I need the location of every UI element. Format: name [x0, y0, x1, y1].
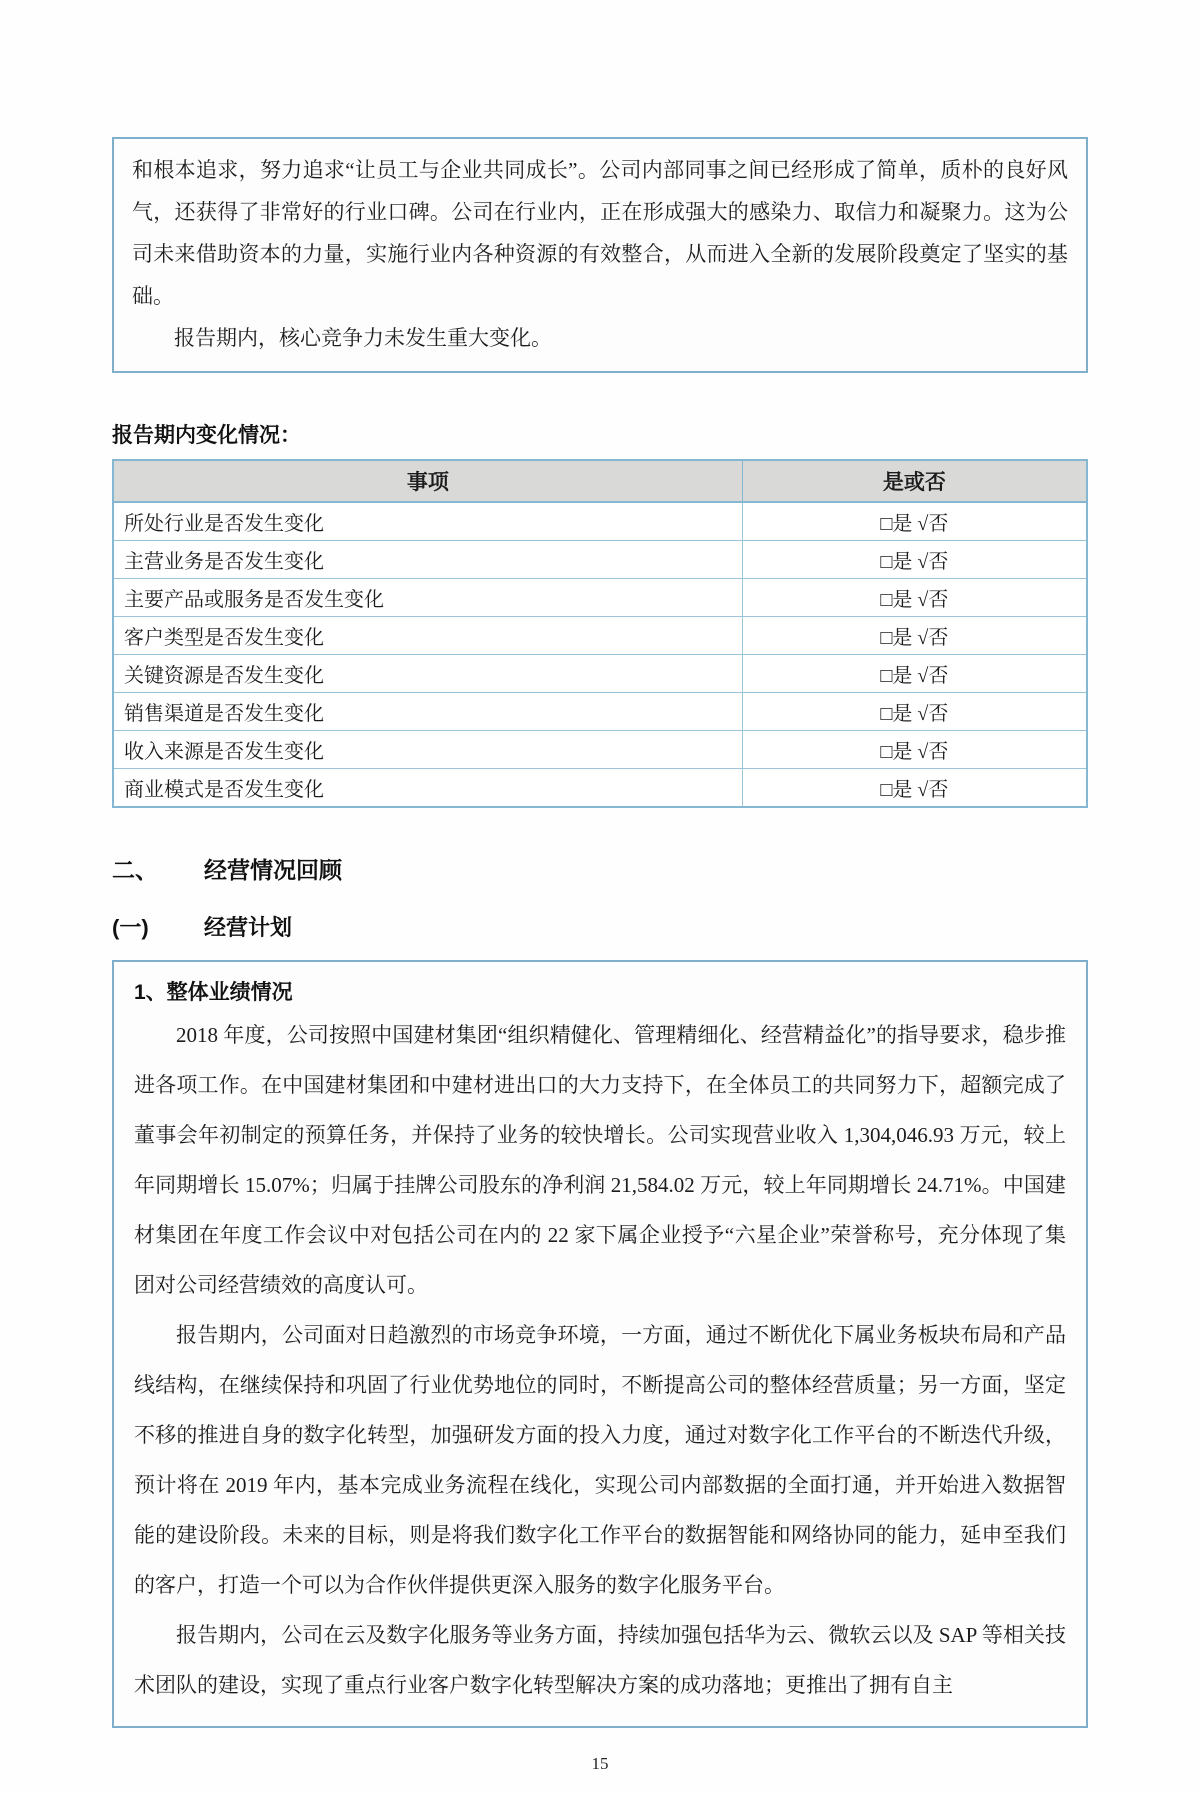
section-number: 二、 — [112, 857, 158, 883]
table-header-row — [113, 460, 1087, 502]
page-number: 15 — [591, 1754, 609, 1773]
performance-paragraph: 报告期内，公司在云及数字化服务等业务方面，持续加强包括华为云、微软云以及 SAP 等相关技术团队的建设，实现了重点行业客户数字化转型解决方案的成功落地；更推出了拥有自主 — [134, 1623, 1066, 1697]
row-answer: □是 √否 — [742, 693, 1087, 731]
table-row — [113, 502, 1087, 541]
row-item: 销售渠道是否发生变化 — [113, 693, 742, 731]
subsection-label: 经营计划 — [204, 915, 293, 940]
table-row — [113, 693, 1087, 731]
changes-table — [112, 459, 1088, 808]
row-answer: □是 √否 — [742, 579, 1087, 617]
section-title-review — [112, 852, 1088, 885]
overall-performance-box — [112, 960, 1088, 1728]
row-answer: □是 √否 — [742, 617, 1087, 655]
intro-paragraph: 报告期内，核心竞争力未发生重大变化。 — [174, 326, 552, 350]
performance-paragraph: 报告期内，公司面对日趋激烈的市场竞争环境，一方面，通过不断优化下属业务板块布局和产品线结构，在继续保持和巩固了行业优势地位的同时，不断提高公司的整体经营质量；另一方面，坚定不移的推进自身的数字化转型，加强研发方面的投入力度，通过对数字化工作平台的不断迭代升级，预计将在 2019 年内，基本完成业务流程在线化，实现公司内部数据的全面打通，并开始进入数据智能的建设阶段。未来的目标，则是将我们数字化工作平台的数据智能和网络协同的能力，延申至我们的客户，打造一个可以为合作伙伴提供更深入服务的数字化服务平台。 — [134, 1323, 1066, 1597]
row-answer: □是 √否 — [742, 655, 1087, 693]
row-answer: □是 √否 — [742, 769, 1087, 808]
subsection-title-plan — [112, 911, 1088, 942]
performance-paragraph: 2018 年度，公司按照中国建材集团“组织精健化、管理精细化、经营精益化”的指导要求，稳步推进各项工作。在中国建材集团和中建材进出口的大力支持下，在全体员工的共同努力下，超额完成了董事会年初制定的预算任务，并保持了业务的较快增长。公司实现营业收入 1,304,046.93 万元，较上年同期增长 15.07%；归属于挂牌公司股东的净利润 21,584.02 万元，较上年同期增长 24.71%。中国建材集团在年度工作会议中对包括公司在内的 22 家下属企业授予“六星企业”荣誉称号，充分体现了集团对公司经营绩效的高度认可。 — [134, 1023, 1066, 1297]
table-row — [113, 769, 1087, 808]
table-header-item: 事项 — [113, 460, 742, 502]
table-row — [113, 541, 1087, 579]
row-item: 收入来源是否发生变化 — [113, 731, 742, 769]
row-item: 客户类型是否发生变化 — [113, 617, 742, 655]
row-item: 主营业务是否发生变化 — [113, 541, 742, 579]
row-item: 商业模式是否发生变化 — [113, 769, 742, 808]
performance-heading: 1、整体业绩情况 — [134, 981, 293, 1004]
section-label: 经营情况回顾 — [204, 857, 342, 883]
row-answer: □是 √否 — [742, 502, 1087, 541]
row-item: 关键资源是否发生变化 — [113, 655, 742, 693]
table-row — [113, 731, 1087, 769]
row-answer: □是 √否 — [742, 731, 1087, 769]
changes-heading: 报告期内变化情况： — [112, 424, 301, 447]
table-row — [113, 655, 1087, 693]
table-header-answer: 是或否 — [742, 460, 1087, 502]
row-answer: □是 √否 — [742, 541, 1087, 579]
table-row — [113, 617, 1087, 655]
intro-paragraph: 和根本追求，努力追求“让员工与企业共同成长”。公司内部同事之间已经形成了简单，质朴的良好风气，还获得了非常好的行业口碑。公司在行业内，正在形成强大的感染力、取信力和凝聚力。这为公司未来借助资本的力量，实施行业内各种资源的有效整合，从而进入全新的发展阶段奠定了坚实的基础。 — [132, 158, 1068, 308]
row-item: 主要产品或服务是否发生变化 — [113, 579, 742, 617]
core-competitiveness-box — [112, 137, 1088, 373]
row-item: 所处行业是否发生变化 — [113, 502, 742, 541]
subsection-number: (一) — [112, 915, 149, 940]
table-row — [113, 579, 1087, 617]
